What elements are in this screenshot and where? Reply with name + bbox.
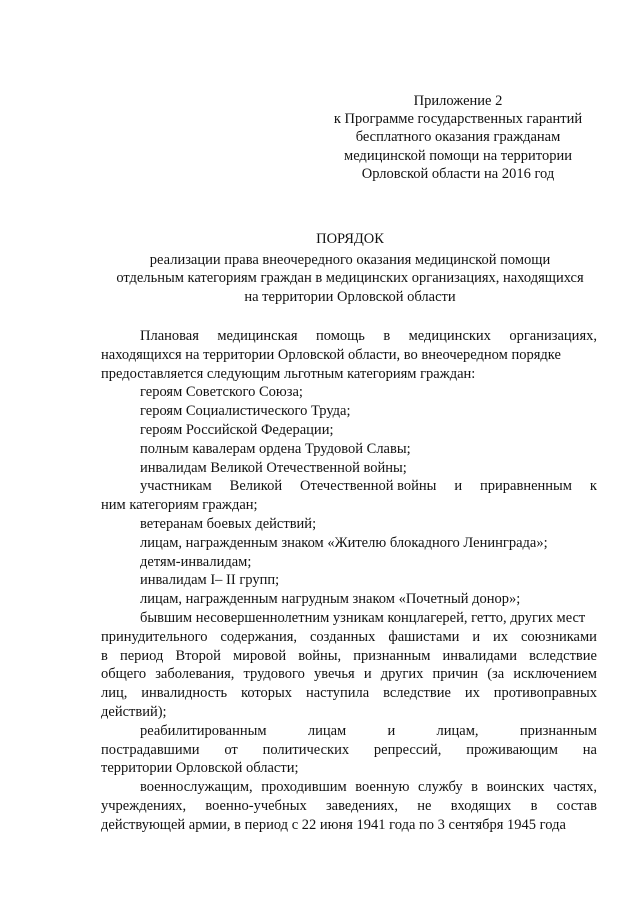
list-item <box>101 477 597 496</box>
word: и <box>454 478 463 495</box>
list-item-continuation <box>101 665 597 684</box>
appendix-line: к Программе государственных гарантий <box>333 111 583 128</box>
list-item: героям Советского Союза; <box>140 384 303 401</box>
list-item: героям Российской Федерации; <box>140 421 334 438</box>
word: приравненным <box>480 478 572 495</box>
word: проживающим <box>466 741 558 758</box>
word: участникам <box>140 478 212 495</box>
word: частях, <box>553 779 597 796</box>
word: на <box>582 741 597 758</box>
intro-line <box>101 327 597 346</box>
word: организациях, <box>509 328 597 344</box>
word: учреждениях, <box>101 797 187 814</box>
intro-line: предоставляется следующим льготным категориям граждан: <box>101 365 476 382</box>
list-item: бывшим несовершеннолетним узникам концлагерей, гетто, других мест <box>140 609 586 626</box>
appendix-line: бесплатного оказания гражданам <box>355 129 561 146</box>
word: медицинских <box>408 328 491 344</box>
list-item: героям Социалистического Труда; <box>140 403 351 420</box>
appendix-line: Орловской области на 2016 год <box>361 165 555 182</box>
list-item: лицам, награжденным нагрудным знаком «Почетный донор»; <box>140 591 521 608</box>
word: медицинская <box>217 328 298 344</box>
word: которых <box>241 685 293 702</box>
word: помощь <box>315 328 365 344</box>
word: признанным <box>353 647 431 664</box>
word: и <box>363 666 372 683</box>
word: и <box>472 628 481 645</box>
subtitle-line: отдельным категориям граждан в медицинских организациях, находящихся <box>116 270 584 287</box>
document-title <box>60 230 640 306</box>
subtitle-line: на территории Орловской области <box>244 288 456 305</box>
word: в <box>530 797 538 814</box>
word: репрессий, <box>373 741 442 758</box>
word: фашистами <box>388 628 460 645</box>
appendix-line: медицинской помощи на территории <box>344 147 572 164</box>
word: военную <box>355 779 410 796</box>
list-item-continuation: ним категориям граждан; <box>101 497 258 514</box>
list-item-continuation <box>101 684 597 703</box>
word: войны, <box>298 647 342 664</box>
word: общего <box>101 666 147 683</box>
word: военно-учебных <box>205 797 307 814</box>
word: реабилитированным <box>140 722 267 739</box>
title-heading: ПОРЯДОК <box>316 231 384 247</box>
word: исключением <box>513 666 597 683</box>
intro-line: находящихся на территории Орловской области, во внеочередном порядке <box>101 346 561 363</box>
word: воинских <box>486 779 545 796</box>
list-item: ветеранам боевых действий; <box>140 515 317 532</box>
word: заболевания, <box>155 666 235 683</box>
word: инвалидами <box>442 647 517 664</box>
word: признанным <box>519 722 597 739</box>
appendix-header <box>318 92 598 183</box>
word: в <box>471 779 479 796</box>
list-item-continuation <box>101 741 597 760</box>
word: службу <box>417 779 463 796</box>
list-item <box>101 778 597 797</box>
word: их <box>464 685 480 702</box>
word: причин <box>432 666 479 683</box>
subtitle-line: реализации права внеочередного оказания медицинской помощи <box>149 252 551 269</box>
word: других <box>380 666 424 683</box>
word: от <box>224 741 238 758</box>
word: трудового <box>243 666 305 683</box>
word: лицам, <box>436 722 479 739</box>
word: инвалидность <box>141 685 228 702</box>
word: противоправных <box>493 685 597 702</box>
word: наступила <box>305 685 370 702</box>
word: в <box>101 647 108 664</box>
list-item-continuation <box>101 647 597 666</box>
word: Второй <box>175 647 221 664</box>
word: Отечественной войны <box>300 478 437 495</box>
word: входящих <box>450 797 512 814</box>
word: созданных <box>309 628 376 645</box>
word: проходившим <box>261 779 347 796</box>
word: Плановая <box>140 328 199 344</box>
word: период <box>119 647 164 664</box>
word: Великой <box>229 478 283 495</box>
word: и <box>387 722 396 739</box>
word: союзниками <box>520 628 597 645</box>
word: вследствие <box>529 647 597 664</box>
list-item-continuation: действий); <box>101 703 167 720</box>
word: лицам <box>307 722 347 739</box>
list-item-continuation <box>101 628 597 647</box>
word: к <box>589 478 597 495</box>
list-item: детям-инвалидам; <box>140 553 252 570</box>
word: увечья <box>314 666 355 683</box>
list-item: инвалидам Великой Отечественной войны; <box>140 459 407 476</box>
list-item: полным кавалерам ордена Трудовой Славы; <box>140 440 411 457</box>
word: вследствие <box>383 685 451 702</box>
list-item-continuation: территории Орловской области; <box>101 760 299 777</box>
word: не <box>417 797 432 814</box>
document-body <box>101 327 597 835</box>
word: (за <box>487 666 505 683</box>
word: содержания, <box>220 628 298 645</box>
word: в <box>383 328 391 344</box>
word: пострадавшими <box>101 741 200 758</box>
word: лиц, <box>101 685 128 702</box>
word: мировой <box>232 647 287 664</box>
list-item <box>101 722 597 741</box>
word: политических <box>262 741 350 758</box>
word: их <box>493 628 509 645</box>
word: военнослужащим, <box>140 779 253 796</box>
word: заведениях, <box>325 797 398 814</box>
list-item-continuation: действующей армии, в период с 22 июня 1941 года по 3 сентября 1945 года <box>101 816 566 833</box>
word: принудительного <box>101 628 208 645</box>
word: состав <box>556 797 597 814</box>
appendix-line: Приложение 2 <box>413 93 503 109</box>
list-item-continuation <box>101 797 597 816</box>
list-item: инвалидам I– II групп; <box>140 572 280 589</box>
list-item: лицам, награжденным знаком «Жителю блокадного Ленинграда»; <box>140 534 548 551</box>
